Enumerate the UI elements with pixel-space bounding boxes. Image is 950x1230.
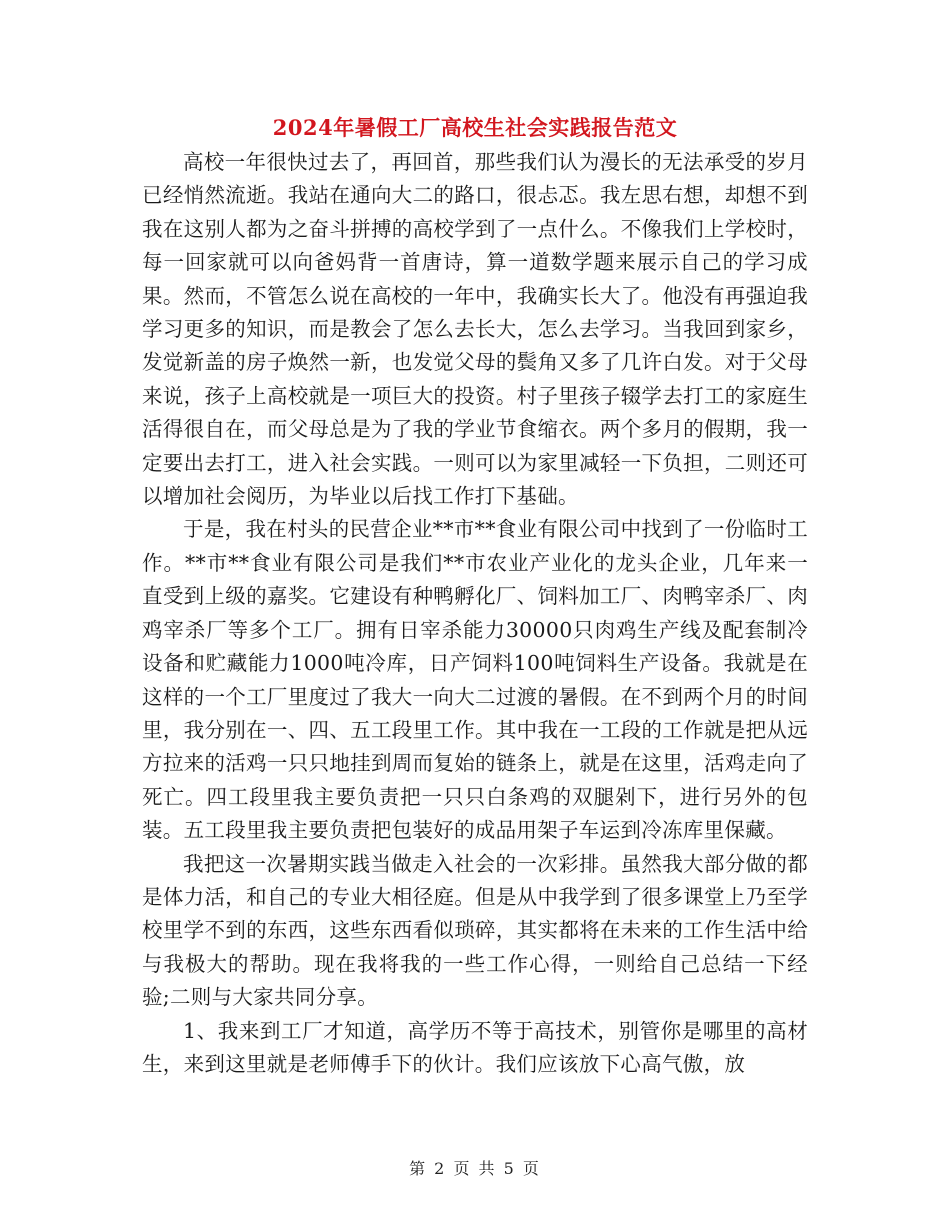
- paragraph-4: 1、我来到工厂才知道，高学历不等于高技术，别管你是哪里的高材生，来到这里就是老师傅手下的伙计。我们应该放下心高气傲，放: [142, 1018, 808, 1076]
- paragraph-2: 于是，我在村头的民营企业**市**食业有限公司中找到了一份临时工作。**市**食业有限公司是我们**市农业产业化的龙头企业，几年来一直受到上级的嘉奖。它建设有种鸭孵化厂、饲料加工厂、肉鸭宰杀厂、肉鸡宰杀厂等多个工厂。拥有日宰杀能力30000只肉鸡生产线及配套制冷设备和贮藏能力1000吨冷库，日产饲料100吨饲料生产设备。我就是在这样的一个工厂里度过了我大一向大二过渡的暑假。在不到两个月的时间里，我分别在一、四、五工段里工作。其中我在一工段的工作就是把从远方拉来的活鸡一只只地挂到周而复始的链条上，就是在这里，活鸡走向了死亡。四工段里我主要负责把一只只白条鸡的双腿剁下，进行另外的包装。五工段里我主要负责把包装好的成品用架子车运到冷冻库里保藏。: [142, 517, 808, 843]
- paragraph-3: 我把这一次暑期实践当做走入社会的一次彩排。虽然我大部分做的都是体力活，和自己的专业大相径庭。但是从中我学到了很多课堂上乃至学校里学不到的东西，这些东西看似琐碎，其实都将在未来的工作生活中给与我极大的帮助。现在我将我的一些工作心得，一则给自己总结一下经验;二则与大家共同分享。: [142, 851, 808, 1010]
- document-body: [142, 146, 808, 1081]
- paragraph-1: 高校一年很快过去了，再回首，那些我们认为漫长的无法承受的岁月已经悄然流逝。我站在通向大二的路口，很忐忑。我左思右想，却想不到我在这别人都为之奋斗拼搏的高校学到了一点什么。不像我们上学校时，每一回家就可以向爸妈背一首唐诗，算一道数学题来展示自己的学习成果。然而，不管怎么说在高校的一年中，我确实长大了。他没有再强迫我学习更多的知识，而是教会了怎么去长大，怎么去学习。当我回到家乡，发觉新盖的房子焕然一新，也发觉父母的鬓角又多了几许白发。对于父母来说，孩子上高校就是一项巨大的投资。村子里孩子辍学去打工的家庭生活得很自在，而父母总是为了我的学业节食缩衣。两个多月的假期，我一定要出去打工，进入社会实践。一则可以为家里减轻一下负担，二则还可以增加社会阅历，为毕业以后找工作打下基础。: [142, 150, 808, 509]
- page-footer: 第 2 页 共 5 页: [409, 1159, 541, 1178]
- document-title: 2024年暑假工厂高校生社会实践报告范文: [272, 115, 678, 140]
